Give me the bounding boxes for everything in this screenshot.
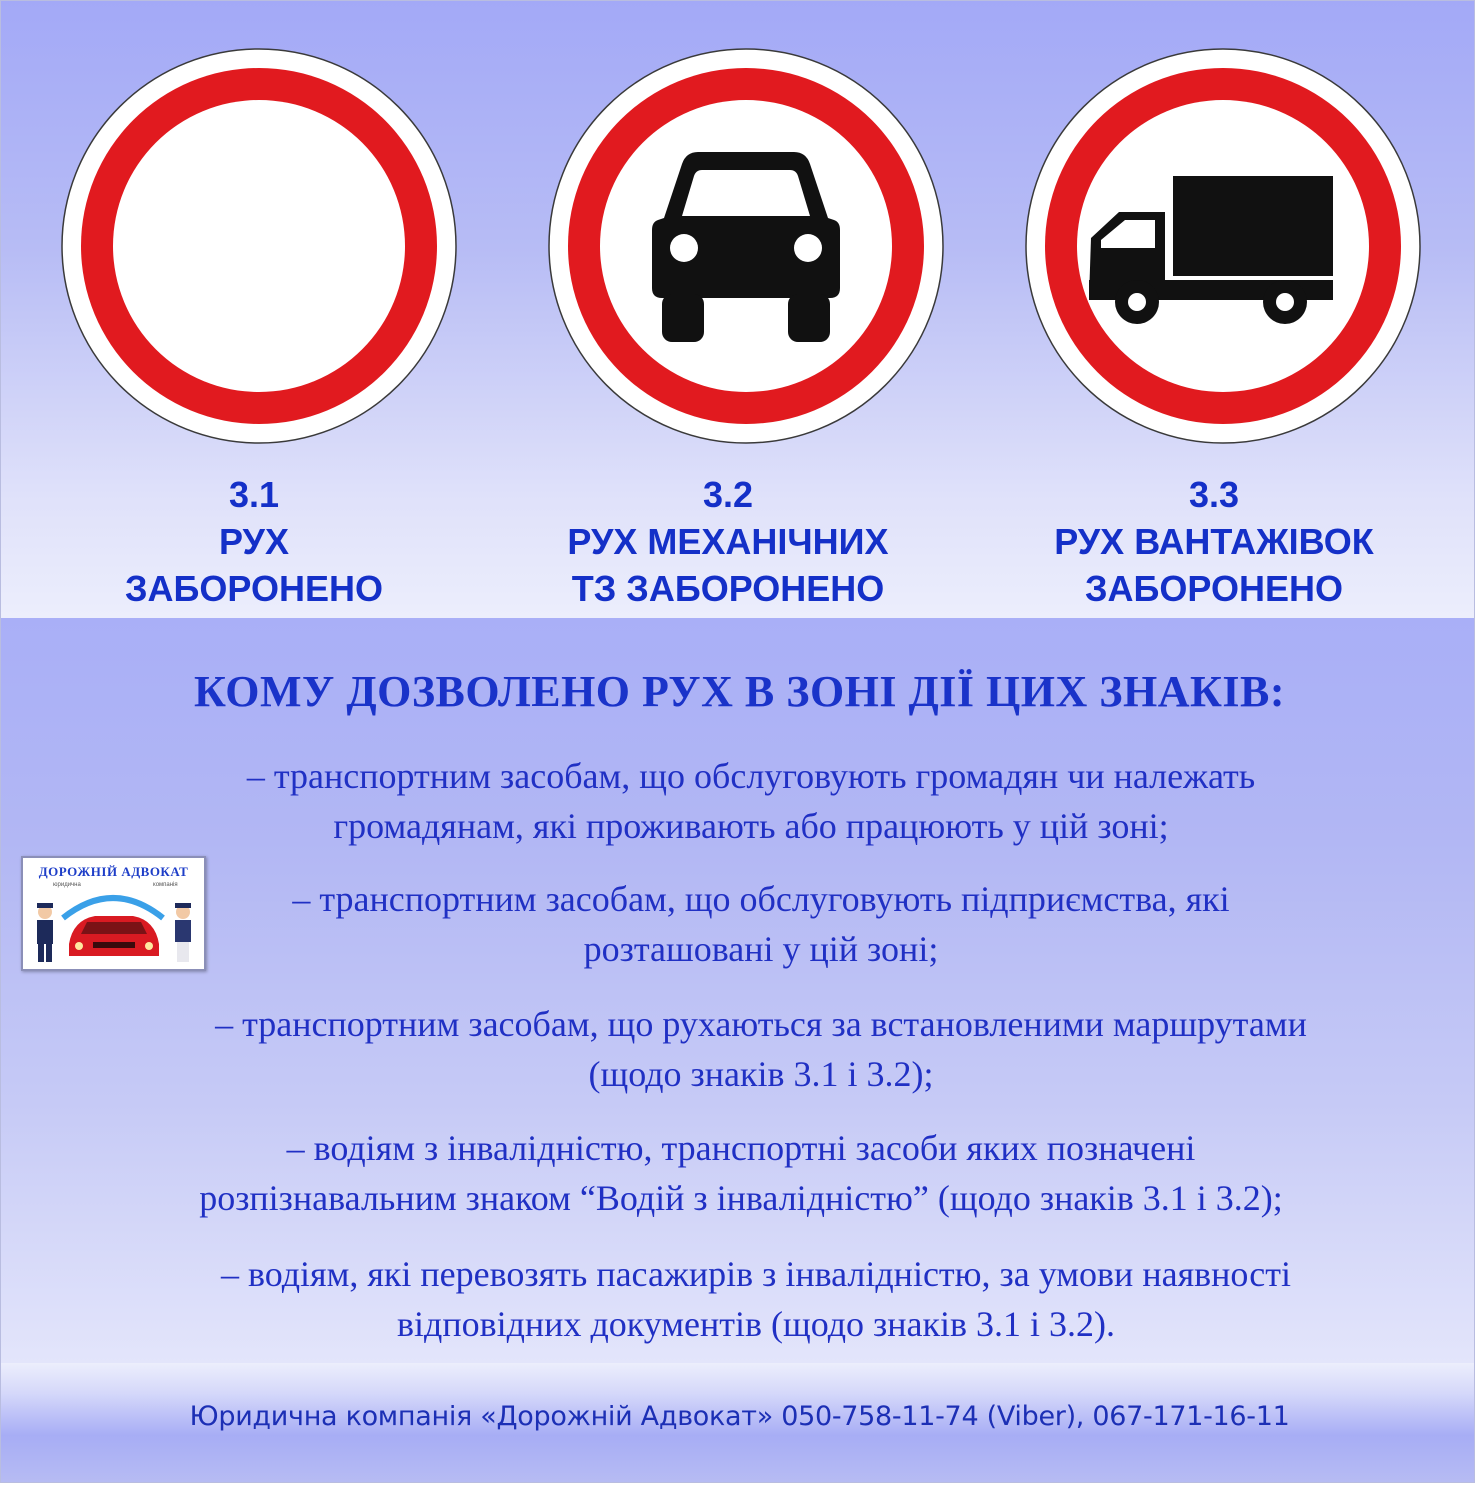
logo-subtitle-left: юридична [53,882,81,888]
list-item-line2: громадянам, які проживають або працюють у цій зоні; [333,806,1169,846]
sign-number: 3.3 [1188,474,1240,515]
sign-3-1 [61,48,457,444]
sign-number: 3.1 [228,474,280,515]
list-item [111,1249,1401,1349]
sign-title-line2: ТЗ ЗАБОРОНЕНО [571,568,885,609]
sign-3-2 [548,48,944,444]
sign-caption-3-1 [34,471,474,612]
sign-number: 3.2 [702,474,754,515]
sign-title-line1: РУХ [219,521,289,562]
list-item-line1: – транспортним засобам, що рухаються за встановленими маршрутами [215,1004,1307,1044]
car-icon [548,48,944,444]
logo-subtitle-right: компанія [153,882,178,888]
sign-title-line1: РУХ МЕХАНІЧНИХ [567,521,889,562]
sign-title-line2: ЗАБОРОНЕНО [1085,568,1343,609]
sign-3-3 [1025,48,1421,444]
list-item [91,1123,1391,1223]
page-title: КОМУ ДОЗВОЛЕНО РУХ В ЗОНІ ДІЇ ЦИХ ЗНАКІВ: [193,667,1286,716]
list-item [111,999,1411,1099]
sign-caption-3-3 [994,471,1434,612]
truck-icon [1025,48,1421,444]
list-item [211,874,1311,974]
sign-title-line2: ЗАБОРОНЕНО [125,568,383,609]
company-logo [21,856,206,971]
list-item-line2: розташовані у цій зоні; [583,929,939,969]
footer-contact: Юридична компанія «Дорожній Адвокат» 050-758-11-74 (Viber), 067-171-16-11 [189,1401,1290,1432]
list-item-line1: – транспортним засобам, що обслуговують підприємства, які [292,879,1230,919]
list-item-line2: розпізнавальним знаком “Водій з інвалідністю” (щодо знаків 3.1 і 3.2); [199,1178,1283,1218]
list-item-line1: – водіям з інвалідністю, транспортні засоби яких позначені [286,1128,1196,1168]
list-item-line2: відповідних документів (щодо знаків 3.1 і 3.2). [397,1304,1115,1344]
list-item-line1: – водіям, які перевозять пасажирів з інвалідністю, за умови наявності [220,1254,1291,1294]
list-item [151,751,1351,851]
logo-title: ДОРОЖНІЙ АДВОКАТ [38,864,189,879]
sign-caption-3-2 [508,471,948,612]
list-item-line1: – транспортним засобам, що обслуговують громадян чи належать [246,756,1256,796]
sign-title-line1: РУХ ВАНТАЖІВОК [1054,521,1374,562]
list-item-line2: (щодо знаків 3.1 і 3.2); [588,1054,934,1094]
empty-circle-sign-icon [61,48,457,444]
